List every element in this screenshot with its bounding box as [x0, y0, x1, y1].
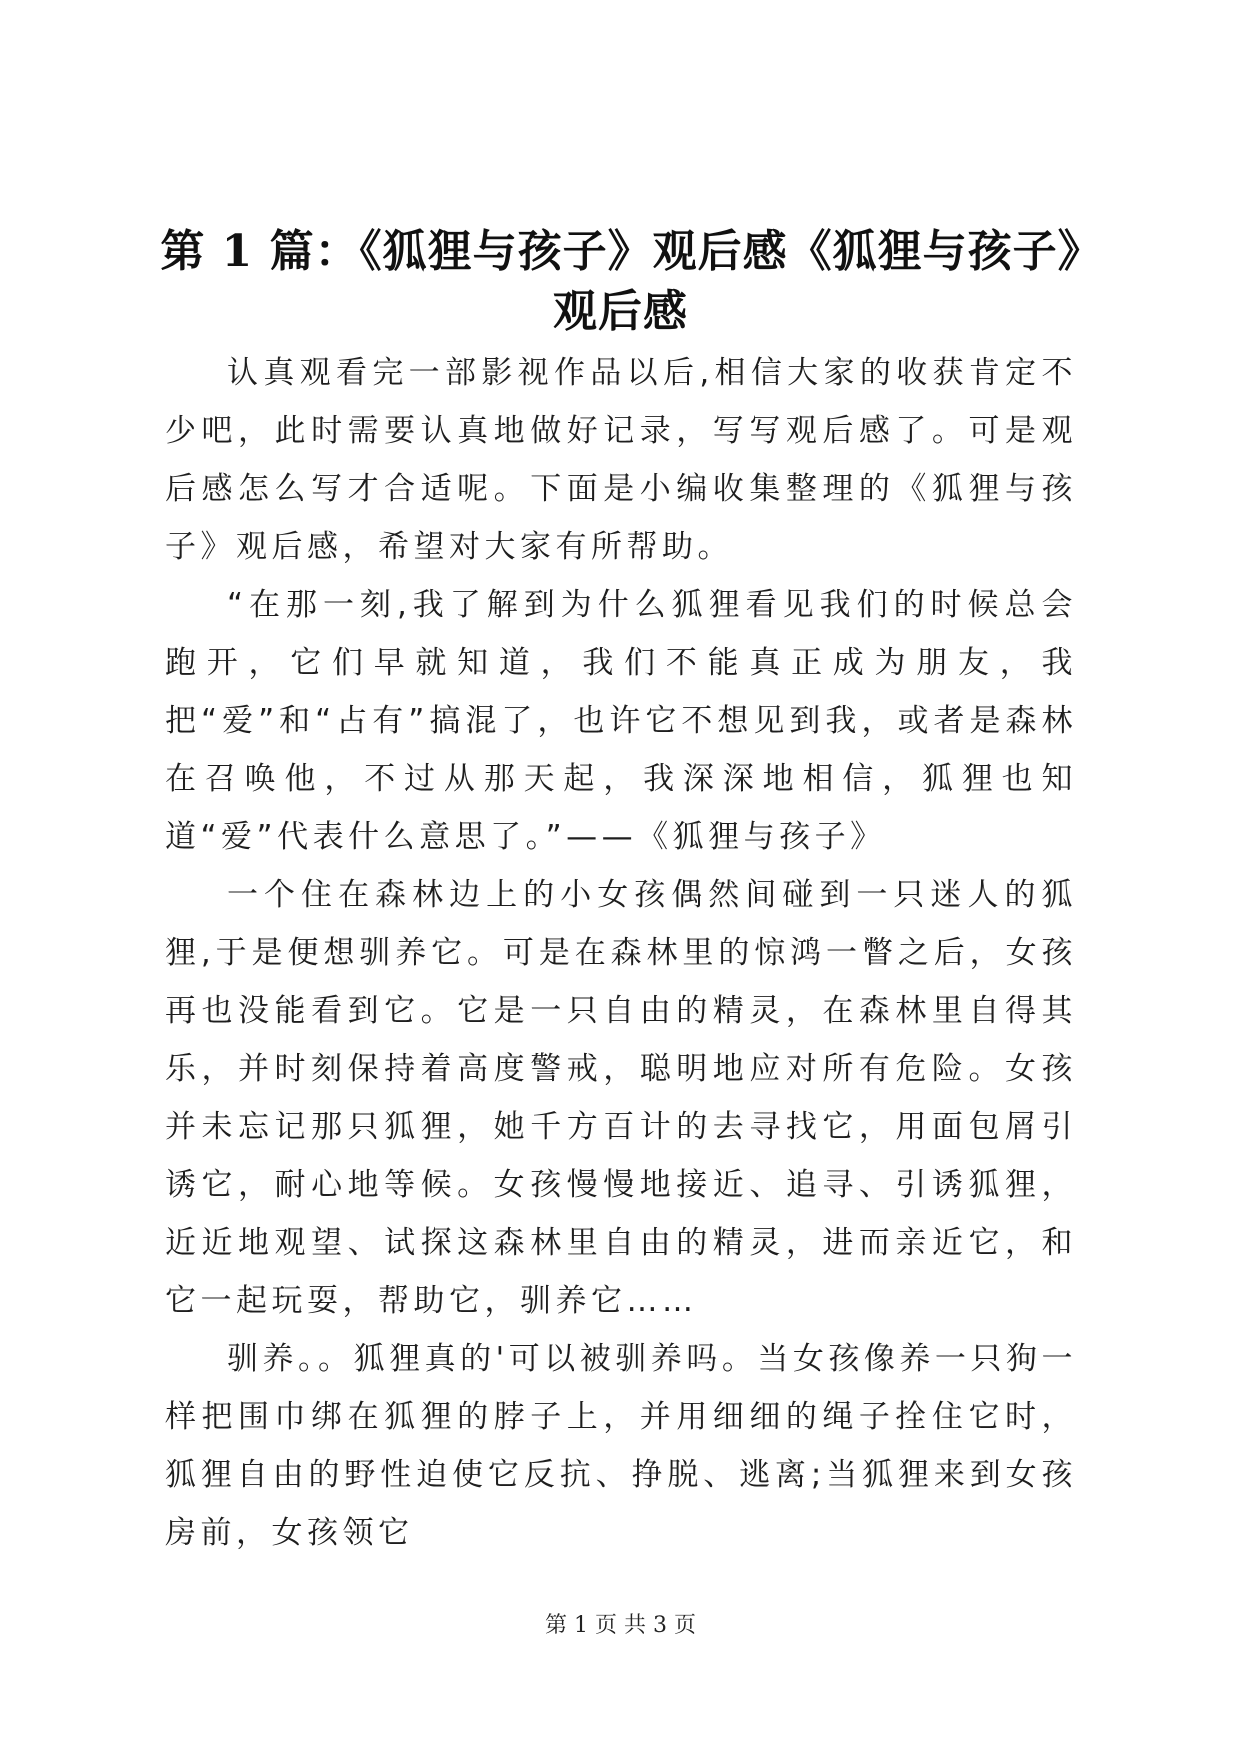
paragraph-2: “在那一刻,我了解到为什么狐狸看见我们的时候总会跑开，它们早就知道，我们不能真正成为朋友，我把“爱”和“占有”搞混了，也许它不想见到我，或者是森林在召唤他，不过从那天起，我深深地相信，狐狸也知道“爱”代表什么意思了。”——《狐狸与孩子》: [165, 587, 1077, 855]
paragraph-1: 认真观看完一部影视作品以后,相信大家的收获肯定不少吧，此时需要认真地做好记录，写写观后感了。可是观后感怎么写才合适呢。下面是小编收集整理的《狐狸与孩子》观后感，希望对大家有所帮助。: [165, 355, 1077, 565]
document-title: 第 1 篇：《狐狸与孩子》观后感《狐狸与孩子》观后感: [160, 226, 1081, 337]
page-footer: 第 1 页 共 3 页: [545, 1613, 696, 1638]
paragraph-4: 驯养。。狐狸真的'可以被驯养吗。当女孩像养一只狗一样把围巾绑在狐狸的脖子上，并用细细的绳子拴住它时，狐狸自由的野性迫使它反抗、挣脱、逃离;当狐狸来到女孩房前，女孩领它: [165, 1341, 1077, 1551]
paragraph-3: 一个住在森林边上的小女孩偶然间碰到一只迷人的狐狸,于是便想驯养它。可是在森林里的惊鸿一瞥之后，女孩再也没能看到它。它是一只自由的精灵，在森林里自得其乐，并时刻保持着高度警戒，聪明地应对所有危险。女孩并未忘记那只狐狸，她千方百计的去寻找它，用面包屑引诱它，耐心地等候。女孩慢慢地接近、追寻、引诱狐狸，近近地观望、试探这森林里自由的精灵，进而亲近它，和它一起玩耍，帮助它，驯养它……: [165, 877, 1077, 1319]
document-body: [165, 344, 1077, 1562]
